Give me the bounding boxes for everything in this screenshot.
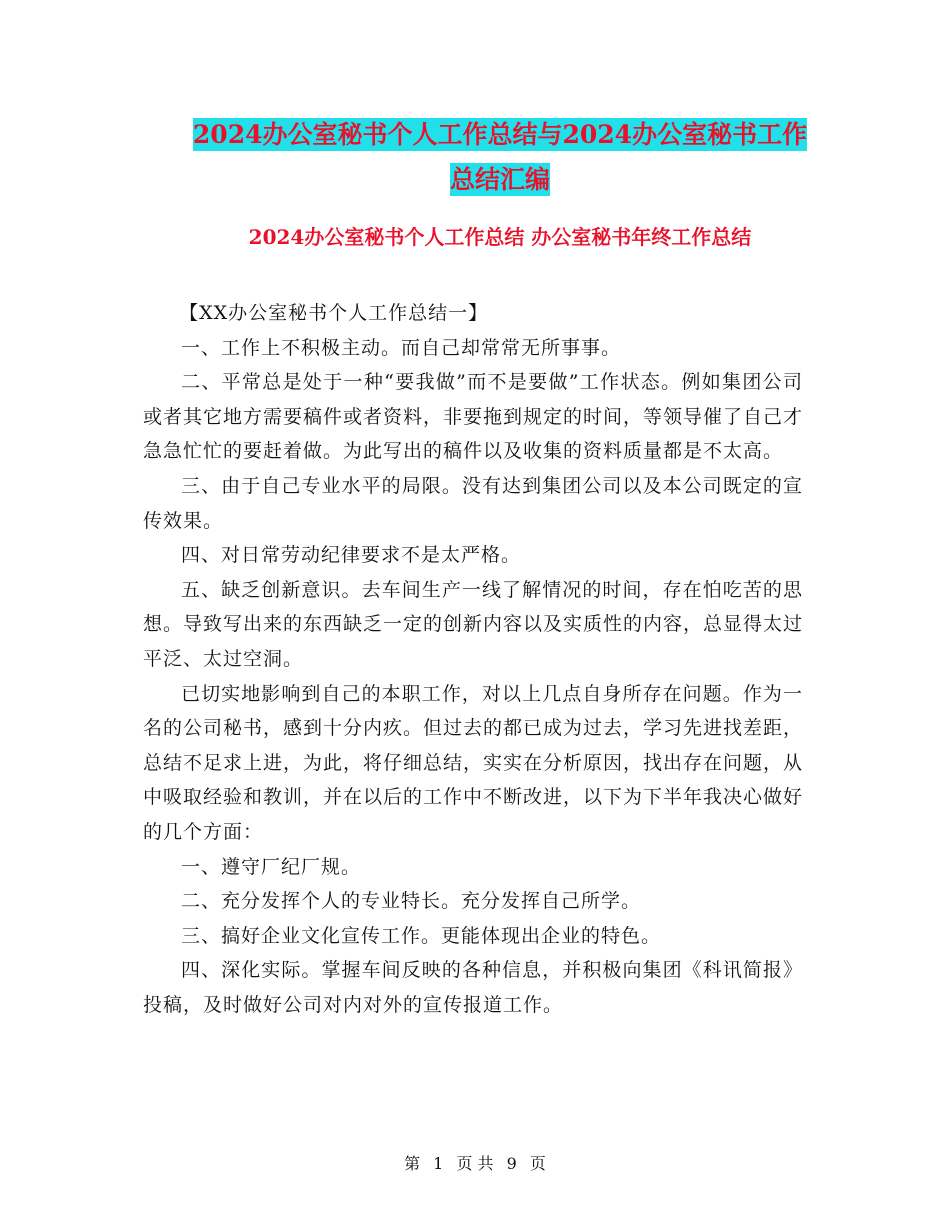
paragraph: 一、工作上不积极主动。而自己却常常无所事事。: [181, 336, 622, 359]
document-body: [143, 296, 803, 1022]
paragraph: 三、由于自己专业水平的局限。没有达到集团公司以及本公司既定的宣传效果。: [143, 474, 803, 532]
footer-suffix: 页: [529, 1154, 546, 1173]
document-title-line1: 2024办公室秘书个人工作总结与2024办公室秘书工作: [192, 120, 808, 149]
paragraph: 二、充分发挥个人的专业特长。充分发挥自己所学。: [181, 890, 642, 913]
document-title-line2: 总结汇编: [449, 165, 550, 194]
paragraph: 五、缺乏创新意识。去车间生产一线了解情况的时间，存在怕吃苦的思想。导致写出来的东西缺乏一定的创新内容以及实质性的内容，总显得太过平泛、太过空洞。: [143, 578, 804, 670]
paragraph: 已切实地影响到自己的本职工作，对以上几点自身所存在问题。作为一名的公司秘书，感到十分内疚。但过去的都已成为过去，学习先进找差距，总结不足求上进，为此，将仔细总结，实实在分析原因，找出存在问题，从中吸取经验和教训，并在以后的工作中不断改进，以下为下半年我决心做好的几个方面：: [143, 682, 804, 843]
paragraph: 一、遵守厂纪厂规。: [181, 855, 362, 878]
summary-subheading: 【XX办公室秘书个人工作总结一】: [179, 302, 489, 324]
paragraph: 三、搞好企业文化宣传工作。更能体现出企业的特色。: [181, 924, 662, 947]
paragraph: 四、对日常劳动纪律要求不是太严格。: [181, 544, 522, 567]
footer-total-pages: 9: [506, 1154, 517, 1173]
footer-prefix: 第: [404, 1154, 421, 1173]
section-heading: 2024办公室秘书个人工作总结 办公室秘书年终工作总结: [248, 225, 752, 249]
footer-page-number: 1: [433, 1154, 444, 1173]
paragraph: 四、深化实际。掌握车间反映的各种信息，并积极向集团《科讯简报》投稿，及时做好公司对内对外的宣传报道工作。: [143, 959, 803, 1016]
footer-middle: 页 共: [456, 1154, 494, 1173]
document-title: [140, 112, 860, 202]
page-footer: [0, 1151, 950, 1174]
paragraph: 二、平常总是处于一种“要我做”而不是要做”工作状态。例如集团公司或者其它地方需要稿件或者资料，非要拖到规定的时间，等领导催了自己才急急忙忙的要赶着做。为此写出的稿件以及收集的资料质量都是不太高。: [143, 371, 804, 463]
